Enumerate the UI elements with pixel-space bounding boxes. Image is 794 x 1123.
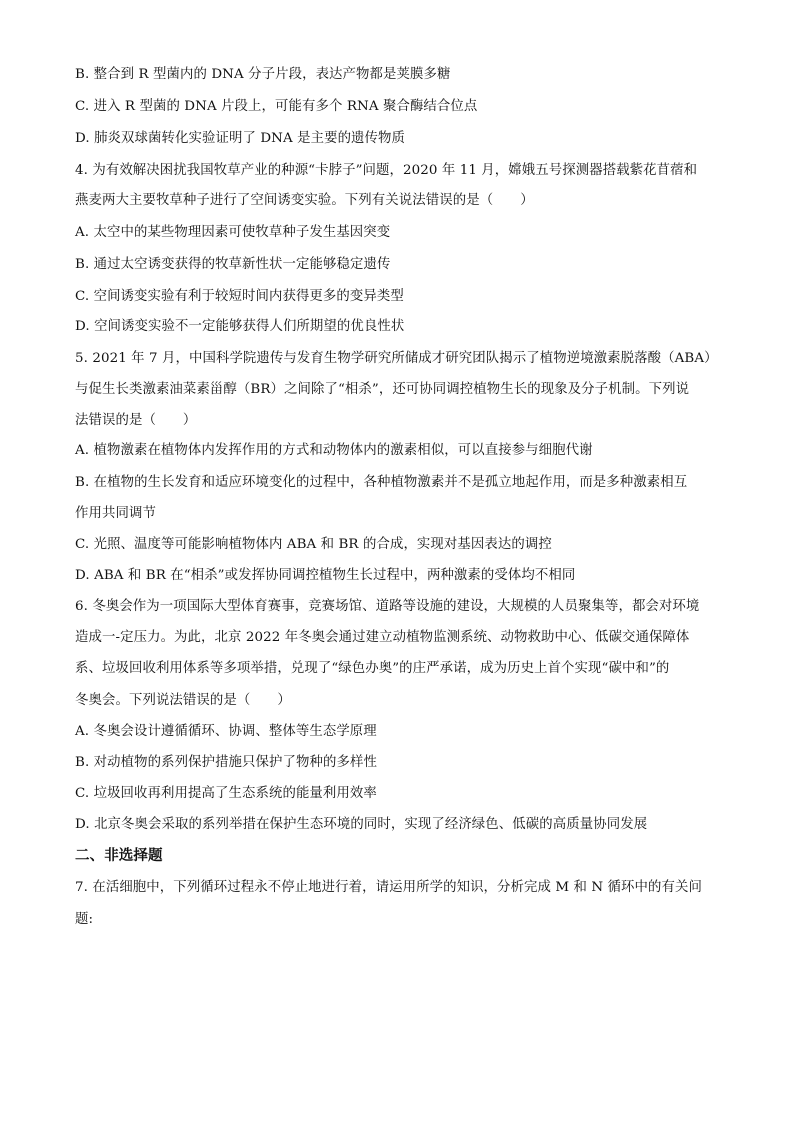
q4-option-c: C. 空间诱变实验有利于较短时间内获得更多的变异类型 [75, 289, 404, 304]
q3-option-d: D. 肺炎双球菌转化实验证明了 DNA 是主要的遗传物质 [75, 131, 406, 146]
q4-stem-line2: 燕麦两大主要牧草种子进行了空间诱变实验。下列有关说法错误的是（ ） [75, 193, 534, 208]
q5-stem-line2: 与促生长类激素油菜素甾醇（BR）之间除了“相杀”，还可协同调控植物生长的现象及分子机制。下列说 [75, 382, 690, 397]
q6-option-d: D. 北京冬奥会采取的系列举措在保护生态环境的同时，实现了经济绿色、低碳的高质量协同发展 [75, 817, 648, 832]
q5-stem-line3: 法错误的是（ ） [75, 413, 197, 428]
q6-stem-line2: 造成一-定压力。为此，北京 2022 年冬奥会通过建立动植物监测系统、动物救助中心、低碳交通保障体 [75, 630, 690, 645]
q3-option-c: C. 进入 R 型菌的 DNA 片段上，可能有多个 RNA 聚合酶结合位点 [75, 99, 478, 114]
q5-option-a: A. 植物激素在植物体内发挥作用的方式和动物体内的激素相似，可以直接参与细胞代谢 [75, 443, 593, 458]
q7-stem-line1: 7. 在活细胞中，下列循环过程永不停止地进行着，请运用所学的知识，分析完成 M 和 N 循环中的有关问 [75, 880, 702, 895]
q6-stem-line4: 冬奥会。下列说法错误的是（ ） [75, 693, 291, 708]
q3-option-b: B. 整合到 R 型菌内的 DNA 分子片段，表达产物都是荚膜多糖 [75, 67, 451, 82]
q5-option-b-line1: B. 在植物的生长发育和适应环境变化的过程中，各种植物激素并不是孤立地起作用，而是多种激素相互 [75, 475, 688, 490]
q4-option-a: A. 太空中的某些物理因素可使牧草种子发生基因突变 [75, 225, 391, 240]
q6-option-c: C. 垃圾回收再利用提高了生态系统的能量利用效率 [75, 786, 377, 801]
q5-option-d: D. ABA 和 BR 在“相杀”或发挥协同调控植物生长过程中，两种激素的受体均不相同 [75, 568, 576, 583]
q5-option-b-line2: 作用共同调节 [75, 506, 156, 521]
q5-option-c: C. 光照、温度等可能影响植物体内 ABA 和 BR 的合成，实现对基因表达的调控 [75, 537, 552, 552]
q5-stem-line1: 5. 2021 年 7 月，中国科学院遗传与发育生物学研究所储成才研究团队揭示了植物逆境激素脱落酸（ABA） [75, 351, 718, 366]
q6-stem-line1: 6. 冬奥会作为一项国际大型体育赛事，竞赛场馆、道路等设施的建设，大规模的人员聚集等，都会对环境 [75, 599, 700, 614]
q6-option-a: A. 冬奥会设计遵循循环、协调、整体等生态学原理 [75, 724, 377, 739]
q4-option-b: B. 通过太空诱变获得的牧草新性状一定能够稳定遗传 [75, 257, 391, 272]
section-title-non-choice: 二、非选择题 [75, 848, 163, 864]
q7-stem-line2: 题: [75, 912, 94, 927]
q6-option-b: B. 对动植物的系列保护措施只保护了物种的多样性 [75, 755, 377, 770]
q4-option-d: D. 空间诱变实验不一定能够获得人们所期望的优良性状 [75, 319, 405, 334]
q6-stem-line3: 系、垃圾回收利用体系等多项举措，兑现了“绿色办奥”的庄严承诺，成为历史上首个实现“碳中和”的 [75, 661, 670, 676]
q4-stem-line1: 4. 为有效解决困扰我国牧草产业的种源“卡脖子”问题，2020 年 11 月，嫦娥五号探测器搭载紫花苜蓿和 [75, 163, 698, 178]
